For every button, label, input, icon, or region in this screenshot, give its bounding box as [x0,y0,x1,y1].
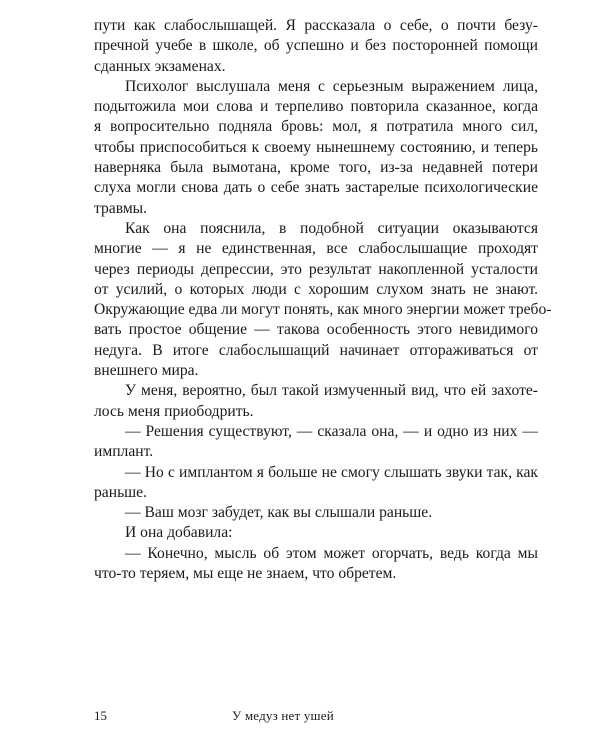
text-line: что-то теряем, мы еще не знаем, что обретем. [94,565,397,583]
body-text [94,16,552,584]
running-title: У медуз нет ушей [232,708,334,723]
text-line: раньше. [94,483,148,501]
text-line: чтобы приспособиться к своему нынешнему состоянию, и теперь [94,138,538,156]
text-line: пути как слабослышащей. Я рассказала о себе, о почти безу- [94,17,538,34]
text-line: У меня, вероятно, был такой измученный вид, что ей захоте- [125,382,538,400]
page-number: 15 [94,708,107,723]
page-footer [0,708,600,728]
text-line: — Решения существуют, — сказала она, — и одно из них — [125,422,538,440]
text-line: внешнего мира. [94,362,199,380]
text-line: Окружающие едва ли могут понять, как много энергии может требо- [94,301,552,319]
text-line: через периоды депрессии, это результат накопленной усталости [94,260,538,278]
text-line: вать простое общение — такова особенность этого невидимого [94,321,538,339]
text-line: Как она пояснила, в подобной ситуации оказываются [125,219,538,237]
text-line: многие — я не единственная, все слабослышащие проходят [94,240,538,258]
text-line: недуга. В итоге слабослышащий начинает отгораживаться от [94,341,538,359]
text-line: я вопросительно подняла бровь: мол, я потратила много сил, [94,118,538,136]
text-line: пречной учебе в школе, об успешно и без посторонней помощи [94,37,538,55]
text-line: — Конечно, мысль об этом может огорчать, ведь когда мы [125,544,538,562]
text-line: — Ваш мозг забудет, как вы слышали раньше. [125,504,433,522]
text-line: — Но с имплантом я больше не смогу слышать звуки так, как [125,463,538,481]
text-line: Психолог выслушала меня с серьезным выражением лица, [125,77,538,95]
text-line: имплант. [94,443,154,461]
text-line: от усилий, о которых люди с хорошим слухом знать не знают. [94,280,538,298]
text-line: лось меня приободрить. [94,402,254,420]
text-line: слуха могли снова дать о себе знать застарелые психологические [94,179,538,197]
text-line: наверняка была вымотана, кроме того, из-за недавней потери [94,159,538,177]
text-line: сданных экзаменах. [94,57,226,75]
text-line: подытожила мои слова и терпеливо повторила сказанное, когда [94,98,538,116]
text-line: травмы. [94,199,148,217]
text-line: И она добавила: [125,524,233,542]
